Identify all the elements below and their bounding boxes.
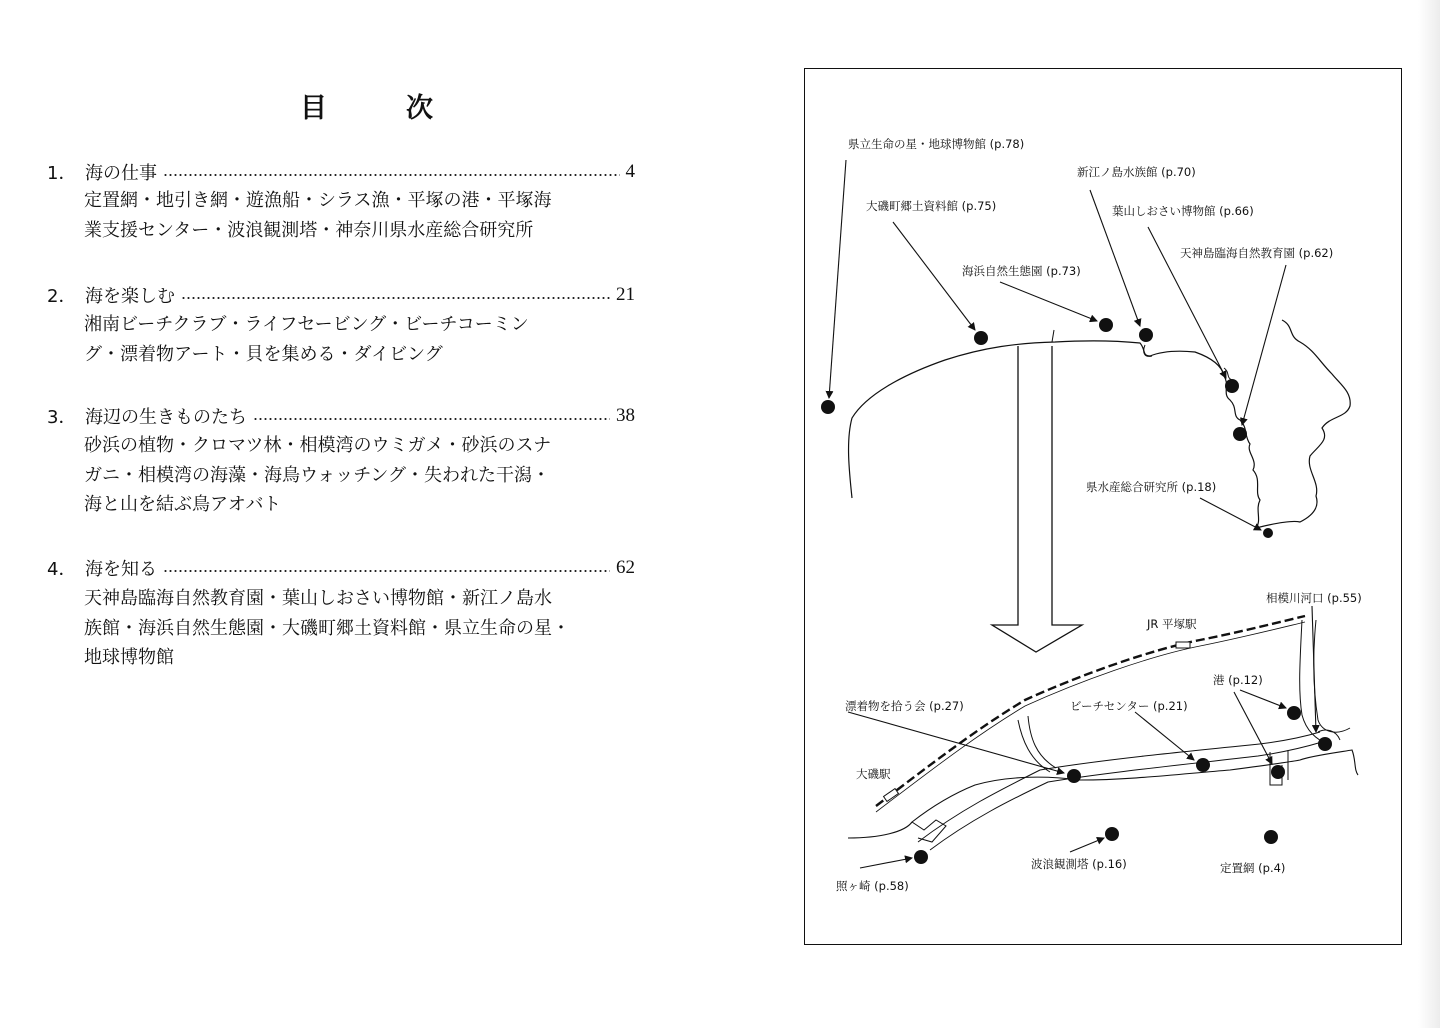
label-seaside-park: 海浜自然生態園 (p.73) — [962, 264, 1081, 278]
overview-coastline — [849, 341, 1260, 528]
section-number: 3． — [47, 407, 77, 428]
label-aquarium: 新江ノ島水族館 (p.70) — [1077, 165, 1196, 179]
marker-wave-tower[interactable] — [1105, 827, 1119, 841]
section-title: 海を知る — [85, 559, 157, 580]
item-line: 天神島臨海自然教育園・葉山しおさい博物館・新江ノ島水 — [84, 588, 552, 609]
section-title: 海を楽しむ — [85, 286, 175, 307]
marker-earth-museum[interactable] — [821, 400, 835, 414]
section-page: 38 — [616, 405, 635, 426]
zoom-arrow — [992, 346, 1082, 652]
sagami-river — [1300, 620, 1350, 745]
label-oiso-museum: 大磯町郷土資料館 (p.75) — [866, 199, 997, 213]
marker-port-b[interactable] — [1271, 765, 1285, 779]
marker-tenjin[interactable] — [1233, 427, 1247, 441]
marker-sagami-river[interactable] — [1318, 737, 1332, 751]
label-fisheries-institute: 県水産総合研究所 (p.18) — [1086, 480, 1217, 494]
section-number: 2． — [47, 286, 77, 307]
label-oiso-station: 大磯駅 — [856, 767, 891, 781]
detail-coastline — [848, 750, 1358, 838]
toc-title: 目 次 — [300, 93, 459, 124]
item-line: 砂浜の植物・クロマツ林・相模湾のウミガメ・砂浜のスナ — [84, 435, 552, 456]
marker-oiso-museum[interactable] — [974, 331, 988, 345]
marker-aquarium[interactable] — [1139, 328, 1153, 342]
item-line: ガニ・相模湾の海藻・海鳥ウォッチング・失われた干潟・ — [84, 464, 551, 486]
section-page: 21 — [616, 284, 635, 305]
overview-markers — [821, 318, 1273, 538]
hiratsuka-station-icon — [1176, 642, 1190, 648]
section-page: 4 — [625, 161, 635, 182]
marker-fisheries-institute[interactable] — [1263, 528, 1273, 538]
label-sagami-river: 相模川河口 (p.55) — [1266, 591, 1362, 605]
section-title: 海辺の生きものたち — [85, 407, 247, 428]
item-line: 地球博物館 — [84, 647, 174, 668]
marker-drift-event[interactable] — [1067, 769, 1081, 783]
label-wave-tower: 波浪観測塔 (p.16) — [1031, 857, 1127, 871]
marker-seaside-park[interactable] — [1099, 318, 1113, 332]
label-port: 港 (p.12) — [1213, 673, 1263, 687]
item-line: 海と山を結ぶ鳥アオバト — [84, 494, 282, 515]
section-number: 4． — [47, 559, 77, 580]
marker-hayama-museum[interactable] — [1225, 379, 1239, 393]
detail-leaders — [848, 606, 1316, 868]
label-drift-event: 漂着物を拾う会 (p.27) — [845, 699, 964, 713]
item-line: 族館・海浜自然生態園・大磯町郷土資料館・県立生命の星・ — [84, 617, 570, 639]
marker-set-net[interactable] — [1264, 830, 1278, 844]
peninsula-coastline — [1256, 320, 1350, 528]
item-line: グ・漂着物アート・貝を集める・ダイビング — [84, 343, 443, 365]
label-hayama-museum: 葉山しおさい博物館 (p.66) — [1112, 204, 1254, 218]
section-title: 海の仕事 — [85, 163, 157, 184]
section-number: 1． — [47, 163, 77, 184]
marker-port-a[interactable] — [1287, 706, 1301, 720]
item-line: 業支援センター・波浪観測塔・神奈川県水産総合研究所 — [84, 219, 534, 241]
label-beach-center: ビーチセンター (p.21) — [1070, 699, 1188, 713]
jetty — [912, 820, 946, 842]
marker-terugasaki[interactable] — [914, 850, 928, 864]
label-set-net: 定置網 (p.4) — [1220, 861, 1286, 875]
label-earth-museum: 県立生命の星・地球博物館 (p.78) — [848, 137, 1025, 151]
label-terugasaki: 照ヶ崎 (p.58) — [836, 879, 909, 893]
railway-edge — [876, 622, 1305, 812]
river — [1018, 716, 1056, 772]
label-jr-hiratsuka: JR 平塚駅 — [1147, 617, 1197, 631]
label-tenjin: 天神島臨海自然教育園 (p.62) — [1180, 246, 1334, 260]
marker-beach-center[interactable] — [1196, 758, 1210, 772]
item-line: 定置網・地引き網・遊漁船・シラス漁・平塚の港・平塚海 — [84, 190, 552, 211]
oiso-station-icon — [884, 789, 899, 802]
section-page: 62 — [616, 557, 635, 578]
item-line: 湘南ビーチクラブ・ライフセービング・ビーチコーミン — [84, 314, 529, 335]
